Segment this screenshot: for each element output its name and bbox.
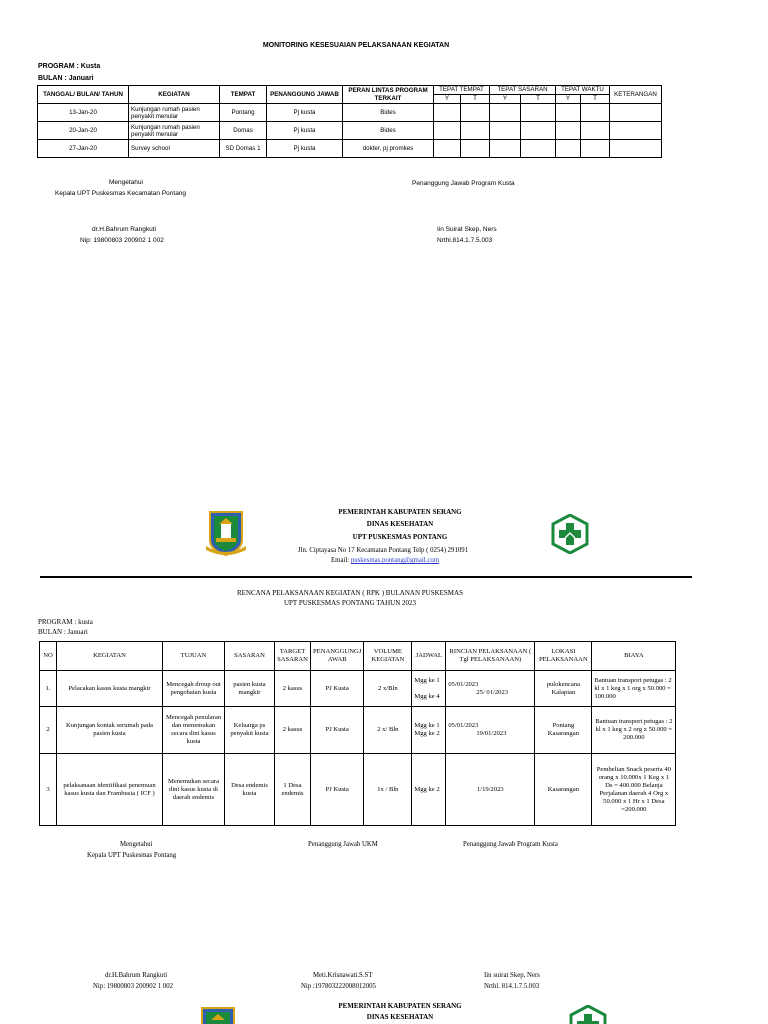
cell-pj: Pj kusta xyxy=(267,122,343,140)
cell-tempat: SD Domas 1 xyxy=(220,140,267,158)
kop-address: Jln. Ciptayasa No 17 Kecamatan Pontang Telp ( 0254) 291091 xyxy=(298,547,469,554)
th-tempat: TEMPAT xyxy=(220,86,267,104)
cell-sasaran: Keluarga ps penyakit kusta xyxy=(225,707,275,754)
kop-line3: UPT PUSKESMAS PONTANG xyxy=(352,533,448,541)
jadwal-a: Mgg ke 2 xyxy=(414,785,440,793)
cell-tujuan: Mencegah penularan dan menemukan secara dini kasus kusta xyxy=(163,707,225,754)
cell-pj: Pj kusta xyxy=(267,140,343,158)
th-biaya: BIAYA xyxy=(592,642,676,671)
email-link[interactable]: puskesmas.pontang@gmail.com xyxy=(350,557,440,564)
th-sasaran: SASARAN xyxy=(225,642,275,671)
puskesmas-logo xyxy=(551,514,589,559)
cell-kegiatan: Pelacakan kasus kusta mangkir xyxy=(57,671,163,707)
monitoring-table xyxy=(37,85,662,158)
rpk-subtitle: UPT PUSKESMAS PONTANG TAHUN 2023 xyxy=(283,599,417,607)
cell-biaya: Bantuan transport petugas : 2 kl x 1 keg x 2 org x 50.000 = 200.000 xyxy=(592,707,676,754)
rincian-b: 19/01/2023 xyxy=(476,730,507,737)
cell-tempat: Domas xyxy=(220,122,267,140)
pj-program-label: Penanggung Jawab Program Kusta xyxy=(412,180,515,187)
th-kegiatan: KEGIATAN xyxy=(129,86,220,104)
cell-pj: PJ Kusta xyxy=(311,754,364,826)
cell-kegiatan: pelaksanaan identifikasi penemuan kasus kusta dan Frambusia ( ICF ) xyxy=(57,754,163,826)
th-target: TARGET SASARAN xyxy=(275,642,311,671)
cell-kegiatan: Kunjungan rumah pasien penyakit menular xyxy=(129,122,220,140)
cell-pj: Pj kusta xyxy=(267,104,343,122)
cell-jadwal xyxy=(412,754,446,826)
cell-volume: 1x / Bln xyxy=(364,754,412,826)
kop-divider xyxy=(40,576,692,578)
rincian-a: 05/01/2023 xyxy=(448,680,479,688)
th-tujuan: TUJUAN xyxy=(163,642,225,671)
rpk-kepala-label: Kepala UPT Puskesmas Pontang xyxy=(87,852,177,859)
table-row xyxy=(38,122,662,140)
rpk-pj-program-label: Penanggung Jawab Program Kusta xyxy=(463,841,558,848)
rpk-title: RENCANA PELAKSANAAN KEGIATAN ( RPK ) BULANAN PUSKESMAS xyxy=(237,589,463,597)
serang-logo xyxy=(206,510,246,561)
table-row xyxy=(40,671,676,707)
th-t: T xyxy=(581,95,610,104)
signer-left-name: dr.H.Bahrum Rangkuti xyxy=(92,226,156,233)
mengetahui-label: Mengetahui xyxy=(109,179,143,186)
kop-repeat-line2: DINAS KESEHATAN xyxy=(366,1013,434,1021)
rpk-mengetahui-label: Mengetahui xyxy=(120,841,153,848)
th-kegiatan: KEGIATAN xyxy=(57,642,163,671)
cell-target: 2 kasus xyxy=(275,671,311,707)
rincian-b: 25/ 01/2023 xyxy=(476,688,509,696)
cell-lokasi: Kasarangan xyxy=(535,754,592,826)
cell-kegiatan: Kunjungan kontak serumah pada pasien kusta xyxy=(57,707,163,754)
rpk-right-nip: Nrthl. 814.1.7.5.003 xyxy=(484,983,540,990)
th-peran-lintas: PERAN LINTAS PROGRAM TERKAIT xyxy=(343,86,434,104)
cell-tujuan: Menemukan secara dini kasus kusta di daerah endemis xyxy=(163,754,225,826)
cell-tujuan: Mencegah droup out pengobatan kusta xyxy=(163,671,225,707)
cell-sasaran: Desa endemis kusta xyxy=(225,754,275,826)
cell-peran: Bides xyxy=(343,104,434,122)
kop-line2: DINAS KESEHATAN xyxy=(366,520,434,528)
th-tepat-tempat: TEPAT TEMPAT xyxy=(434,86,490,95)
table-row xyxy=(38,140,662,158)
signer-left-nip: Nip: 19800803 200902 1 002 xyxy=(80,237,164,244)
th-y: Y xyxy=(490,95,521,104)
th-y: Y xyxy=(434,95,461,104)
th-lokasi: LOKASI PELAKSANAAN xyxy=(535,642,592,671)
th-keterangan: KETERANGAN xyxy=(610,86,662,104)
th-no: NO xyxy=(40,642,57,671)
th-tepat-sasaran: TEPAT SASARAN xyxy=(490,86,556,95)
email-label: Email: xyxy=(331,557,350,564)
jadwal-b: Mgg ke 4 xyxy=(414,692,440,700)
cell-rincian xyxy=(446,707,535,754)
cell-lokasi: Pontang Kasarangan xyxy=(535,707,592,754)
program-line: PROGRAM : Kusta xyxy=(38,63,101,70)
rpk-table xyxy=(39,641,676,826)
th-tepat-waktu: TEPAT WAKTU xyxy=(556,86,610,95)
rpk-mid-name: Meti.Krisnawati.S.ST xyxy=(313,972,373,979)
cell-peran: dokter, pj promkes xyxy=(343,140,434,158)
th-volume: VOLUME KEGIATAN xyxy=(364,642,412,671)
cell-rincian xyxy=(446,671,535,707)
th-t: T xyxy=(461,95,490,104)
th-tanggal: TANGGAL/ BULAN/ TAHUN xyxy=(38,86,129,104)
cell-kegiatan: Survey school xyxy=(129,140,220,158)
bulan-line: BULAN : Januari xyxy=(38,75,94,82)
cell-no: 3 xyxy=(40,754,57,826)
kop-repeat-line1: PEMERINTAH KABUPATEN SERANG xyxy=(338,1002,462,1010)
cell-volume: 2 x/Bln xyxy=(364,671,412,707)
th-jadwal: JADWAL xyxy=(412,642,446,671)
jadwal-a: Mgg ke 1 xyxy=(414,676,440,684)
signer-right-name: Iin Suirat Skep, Ners xyxy=(437,226,497,233)
signer-right-nip: Nrthl.814.1.7.5.003 xyxy=(437,237,493,244)
puskesmas-logo-repeat xyxy=(569,1005,607,1024)
kop-email-row xyxy=(331,557,439,564)
kepala-upt-label: Kepala UPT Puskesmas Kecamatan Pontang xyxy=(55,190,187,197)
cell-kegiatan: Kunjungan rumah pasien penyakit menular xyxy=(129,104,220,122)
th-t: T xyxy=(521,95,556,104)
rpk-mid-nip: Nip :197803222008012005 xyxy=(301,983,376,990)
table-row xyxy=(40,754,676,826)
cell-tempat: Pontang xyxy=(220,104,267,122)
cell-biaya: Pembelian Snack peserta 40 orang x 10.000x 1 Keg x 1 Ds = 400.000 Belanja Perjalanan daerah 4 Org x 50.000 x 1 Hr x 1 Desa =200.000 xyxy=(592,754,676,826)
rincian-a: 1/19/2023 xyxy=(476,785,504,793)
serang-logo-repeat xyxy=(198,1006,238,1024)
cell-target: 2 kasus xyxy=(275,707,311,754)
th-y: Y xyxy=(556,95,581,104)
cell-tanggal: 13-Jan-20 xyxy=(38,104,129,122)
cell-pj: PJ Kusta xyxy=(311,707,364,754)
jadwal-a: Mgg ke 1 xyxy=(414,722,440,729)
kop-line1: PEMERINTAH KABUPATEN SERANG xyxy=(338,508,462,516)
rincian-a: 05/01/2023 xyxy=(448,722,479,729)
cell-pj: PJ Kusta xyxy=(311,671,364,707)
th-pj: PENANGGUNGJ AWAB xyxy=(311,642,364,671)
table-row xyxy=(40,707,676,754)
cell-tanggal: 20-Jan-20 xyxy=(38,122,129,140)
rpk-left-nip: Nip: 19800803 200902 1 002 xyxy=(93,983,174,990)
jadwal-b: Mgg ke 2 xyxy=(414,730,440,737)
cell-biaya: Bantuan transport petugas : 2 kl x 1 keg x 1 org x 50.000 = 100.000 xyxy=(592,671,676,707)
cell-peran: Bides xyxy=(343,122,434,140)
rpk-left-name: dr.H.Bahrum Rangkuti xyxy=(105,972,168,979)
cell-jadwal xyxy=(412,671,446,707)
cell-rincian xyxy=(446,754,535,826)
cell-lokasi: pulokencana Kalapian xyxy=(535,671,592,707)
cell-target: 1 Desa endemis xyxy=(275,754,311,826)
rpk-program-line: PROGRAM : kusta xyxy=(38,618,93,626)
table-row xyxy=(38,104,662,122)
cell-no: 1. xyxy=(40,671,57,707)
rpk-pj-ukm-label: Penanggung Jawab UKM xyxy=(308,841,378,848)
th-penanggung-jawab: PENANGGUNG JAWAB xyxy=(267,86,343,104)
rpk-bulan-line: BULAN : Januari xyxy=(38,628,88,636)
rpk-right-name: Iin suirat Skep, Ners xyxy=(484,972,540,979)
cell-sasaran: pasien kusta mangkir xyxy=(225,671,275,707)
cell-tanggal: 27-Jan-20 xyxy=(38,140,129,158)
th-rincian: RINCIAN PELAKSANAAN ( Tgl PELAKSANAAN) xyxy=(446,642,535,671)
cell-no: 2 xyxy=(40,707,57,754)
monitoring-title: MONITORING KESESUAIAN PELAKSANAAN KEGIATAN xyxy=(262,42,450,49)
cell-volume: 2 x/ Bln xyxy=(364,707,412,754)
cell-jadwal xyxy=(412,707,446,754)
